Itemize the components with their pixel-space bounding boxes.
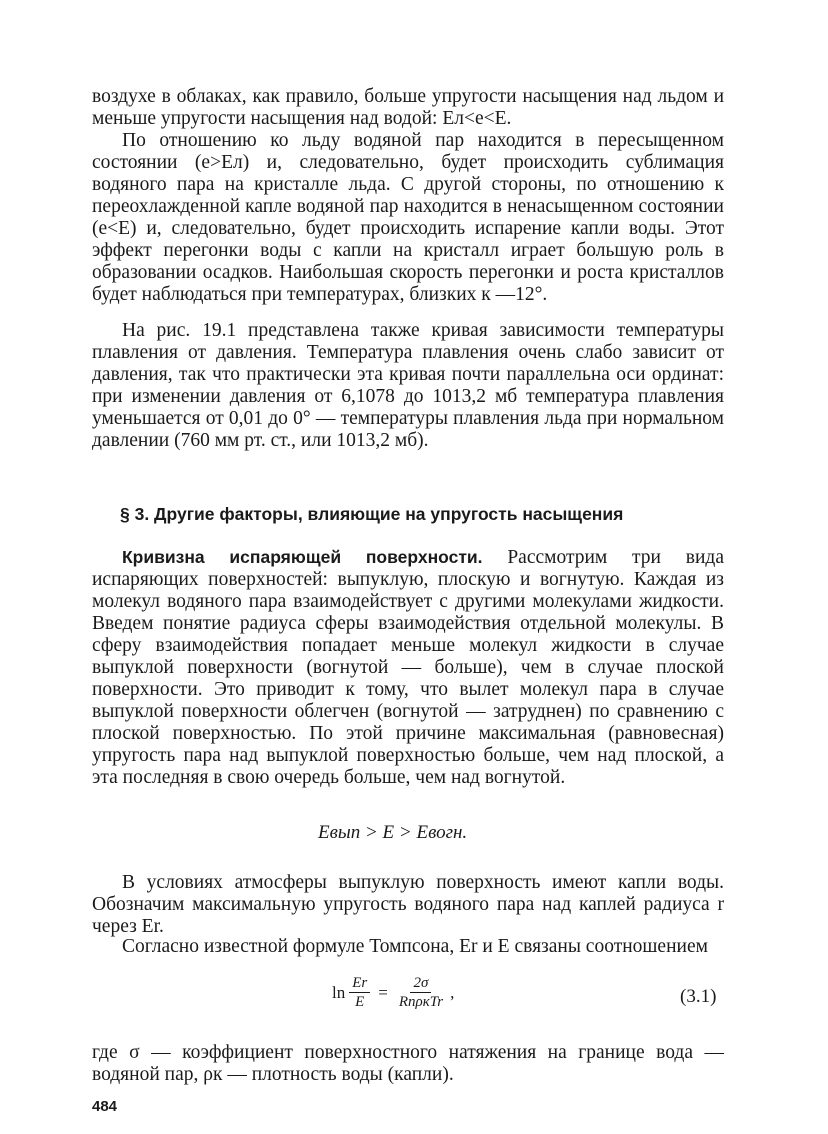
- thompson-formula: [332, 974, 454, 1011]
- formula-rhs-fraction: [396, 974, 446, 1011]
- paragraph-text: На рис. 19.1 представлена также кривая зависимости температуры плавления от давления. Температура плавления очень слабо зависит от давления, так что практически эта кривая почти параллельна оси ординат: при изменении давления от 6,1078 до 1013,2 мб температура плавления уменьшается от 0,01 до 0° — температуры плавления льда при нормальном давлении (760 мм рт. ст., или 1013,2 мб).: [92, 320, 724, 451]
- paragraph-text: По отношению ко льду водяной пар находится в пересыщенном состоянии (e>Eл) и, следовательно, будет происходить сублимация водяного пара на кристалле льда. С другой стороны, по отношению к переохлажденной капле водяной пар находится в ненасыщенном состоянии (e<E) и, следовательно, будет происходить испарение капли воды. Этот эффект перегонки воды с капли на кристалл играет большую роль в образовании осадков. Наибольшая скорость перегонки и роста кристаллов будет наблюдаться при температурах, близких к —12°.: [92, 130, 724, 305]
- section-heading: § 3. Другие факторы, влияющие на упругость насыщения: [120, 504, 624, 524]
- paragraph-2: [92, 130, 724, 306]
- paragraph-5: [92, 872, 724, 938]
- paragraph-text: Согласно известной формуле Томпсона, Er и E связаны соотношением: [122, 936, 708, 957]
- paragraph-1-continuation: [92, 86, 724, 130]
- formula-rhs-denominator: RпρкTr: [398, 994, 444, 1010]
- equation-number: (3.1): [680, 986, 717, 1007]
- formula-rhs-numerator: 2σ: [410, 974, 431, 993]
- formula-equals: =: [378, 982, 388, 1002]
- paragraph-3: [92, 320, 724, 452]
- paragraph-6: [92, 936, 724, 958]
- inequality-formula: Eвып > E > Eвогн.: [318, 822, 468, 843]
- formula-comma: ,: [450, 982, 455, 1002]
- paragraph-text: Рассмотрим три вида испаряющих поверхностей: выпуклую, плоскую и вогнутую. Каждая из молекул водяного пара взаимодействует с другими молекулами жидкости. Введем понятие радиуса сферы взаимодействия отдельной молекулы. В сферу взаимодействия попадает меньше молекул жидкости в случае выпуклой поверхности (вогнутой — больше), чем в случае плоской поверхности. Это приводит к тому, что вылет молекул пара в случае выпуклой поверхности облегчен (вогнутой — затруднен) по сравнению с плоской поверхностью. По этой причине максимальная (равновесная) упругость пара над выпуклой поверхностью больше, чем над плоской, а эта последняя в свою очередь больше, чем над вогнутой.: [92, 547, 725, 788]
- formula-lhs-fraction: [349, 974, 370, 1011]
- formula-ln: ln: [332, 982, 346, 1002]
- runin-heading: Кривизна испаряющей поверхности.: [122, 547, 483, 567]
- paragraph-text: В условиях атмосферы выпуклую поверхность имеют капли воды. Обозначим максимальную упругость водяного пара над каплей радиуса r через Er.: [92, 872, 724, 937]
- paragraph-4: [92, 546, 724, 789]
- formula-lhs-numerator: Er: [349, 974, 370, 993]
- paragraph-7: [92, 1042, 724, 1086]
- formula-lhs-denominator: E: [355, 994, 365, 1010]
- paragraph-text: воздухе в облаках, как правило, больше упругости насыщения над льдом и меньше упругости насыщения над водой: Eл<e<E.: [92, 86, 724, 129]
- paragraph-text: где σ — коэффициент поверхностного натяжения на границе вода — водяной пар, ρк — плотность воды (капли).: [92, 1042, 724, 1085]
- page-number: 484: [92, 1098, 118, 1115]
